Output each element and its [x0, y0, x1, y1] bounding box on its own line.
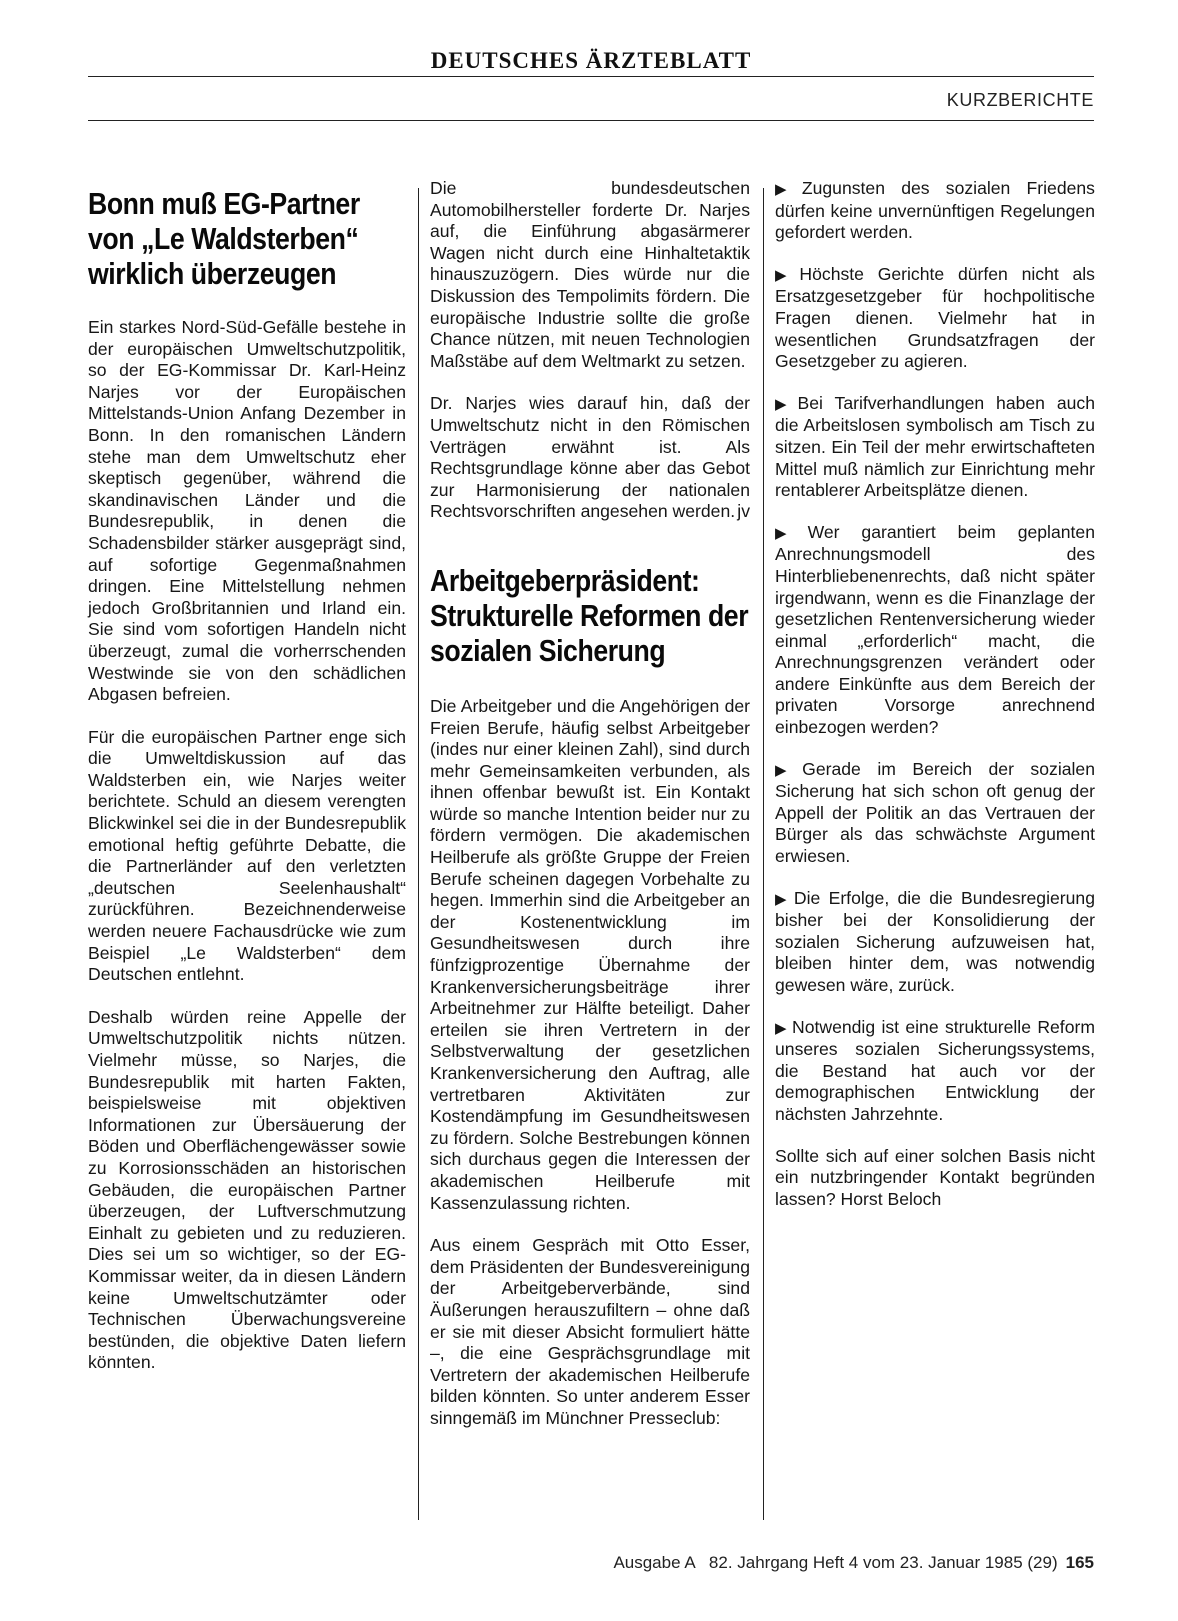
triangle-right-icon: ▶: [775, 266, 796, 284]
bullet-point: [775, 888, 1095, 997]
bullet-text: Zugunsten des sozialen Friedens dürfen keine unvernünftigen Regelungen gefordert werden.: [775, 178, 1095, 243]
bullet-text: Gerade im Bereich der sozialen Sicherung hat sich schon oft genug der Appell der Politik an das Vertrauen der Bürger als das schwächste Argument erwiesen.: [775, 758, 1095, 867]
triangle-right-icon: ▶: [775, 890, 790, 908]
closing-text: Sollte sich auf einer solchen Basis nicht ein nutzbringender Kontakt begründen lassen?: [775, 1145, 1095, 1209]
bullet-text: Die Erfolge, die die Bundesregierung bisher bei der Konsolidierung der sozialen Sicherung aufzuweisen hat, bleiben hinter dem, was notwendig gewesen wäre, zurück.: [775, 887, 1095, 995]
bullet-text: Notwendig ist eine strukturelle Reform unseres sozialen Sicherungssystems, die Bestand hat auch vor der demographischen Entwicklung der nächsten Jahrzehnte.: [775, 1016, 1095, 1124]
issue-info: Ausgabe A 82. Jahrgang Heft 4 vom 23. Januar 1985 (29): [613, 1553, 1058, 1572]
article-2-paragraph: Aus einem Gespräch mit Otto Esser, dem Präsidenten der Bundesvereinigung der Arbeitgeberverbände, sind Äußerungen herauszufiltern – ohne daß er sie mit dieser Absicht formuliert hätte –, die eine Gesprächsgrundlage mit Vertretern der akademischen Heilberufe bilden könnten. So unter anderem Esser sinngemäß im Münchner Presseclub:: [430, 1235, 750, 1428]
page-footer: [613, 1553, 1094, 1573]
article-1-paragraph: Deshalb würden reine Appelle der Umweltschutzpolitik nichts nützen. Vielmehr müsse, so Narjes, die Bundesrepublik mit harten Fakten, beispielsweise mit objektiven Informationen zur Übersäuerung der Böden und Oberflächengewässer sowie zu Korrosionsschäden an historischen Gebäuden, die europäischen Partner überzeugen, der Luftverschmutzung Einhalt zu gebieten und zu reduzieren. Dies sei um so wichtiger, so der EG-Kommissar weiter, da in diesen Ländern keine Umweltschutzämter oder Technischen Überwachungsvereine bestünden, die objektive Daten liefern könnten.: [88, 1006, 406, 1373]
page-number: 165: [1065, 1553, 1094, 1572]
article-1-paragraph: Für die europäischen Partner enge sich die Umweltdiskussion auf das Waldsterben ein, wie Narjes weiter berichtete. Schuld an diesem verengten Blickwinkel sei die in der Bundesrepublik emotional heftig geführte Debatte, die die Partnerländer auf den verletzten „deutschen Seelenhaushalt“ zurückführen. Bezeichnenderweise werden neuere Fachausdrücke wie zum Beispiel „Le Waldsterben“ dem Deutschen entlehnt.: [88, 726, 406, 985]
column-1: [88, 178, 406, 1395]
bullet-text: Höchste Gerichte dürfen nicht als Ersatzgesetzgeber für hochpolitische Fragen dienen. Vielmehr hat in wesentlichen Grundsatzfragen der Gesetzgeber zu agieren.: [775, 263, 1095, 372]
bullet-text: Wer garantiert beim geplanten Anrechnungsmodell des Hinterbliebenenrechts, daß nicht später irgendwann, wenn es die Finanzlage der gesetzlichen Rentenversicherung wieder einmal „erforderlich“ macht, die Anrechnungsgrenzen verändert oder andere Einkünfte aus dem Bereich der privaten Vorsorge anrechnend einbezogen werden?: [775, 521, 1095, 738]
triangle-right-icon: ▶: [775, 524, 804, 542]
triangle-right-icon: ▶: [775, 181, 798, 198]
column-3: [775, 178, 1095, 1230]
column-divider: [418, 188, 419, 1520]
author-signature: jv: [737, 501, 750, 522]
bullet-point: [775, 393, 1095, 502]
closing-paragraph: [775, 1146, 1095, 1211]
column-2: [430, 178, 750, 1451]
bullet-point: [775, 1017, 1095, 1126]
author-name: Horst Beloch: [840, 1188, 942, 1209]
bullet-point: [775, 178, 1095, 244]
article-1-paragraph-last: [430, 393, 750, 523]
section-rule: [88, 120, 1094, 121]
bullet-point: [775, 759, 1095, 868]
masthead-title: DEUTSCHES ÄRZTEBLATT: [430, 48, 752, 73]
bullet-text: Bei Tarifverhandlungen haben auch die Arbeitslosen symbolisch am Tisch zu sitzen. Ein Teil der mehr erwirtschafteten Mittel muß nämlich zur Einrichtung mehr rentablerer Arbeitsplätze dienen.: [775, 392, 1095, 501]
triangle-right-icon: ▶: [775, 761, 799, 779]
article-1-paragraph: Die bundesdeutschen Automobilhersteller forderte Dr. Narjes auf, die Einführung abgasärmerer Wagen nicht durch eine Hinhaltetaktik hinauszuzögern. Dies würde nur die Diskussion des Tempolimits fördern. Die europäische Industrie sollte die große Chance nützen, mit neuen Technologien Maßstäbe auf dem Weltmarkt zu setzen.: [430, 178, 750, 371]
article-1-title: Bonn muß EG-Partner von „Le Waldsterben“ wirklich überzeugen: [88, 186, 360, 291]
triangle-right-icon: ▶: [775, 1019, 788, 1037]
article-1-paragraph: Ein starkes Nord-Süd-Gefälle bestehe in der europäischen Umweltschutzpolitik, so der EG-Kommissar Dr. Karl-Heinz Narjes vor der Europäischen Mittelstands-Union Anfang Dezember in Bonn. In den romanischen Ländern stehe man dem Umweltschutz eher skeptisch gegenüber, während die skandinavischen Länder und die Bundesrepublik, in denen die Schadensbilder stärker ausgeprägt sind, auf sofortige Gegenmaßnahmen dringen. Eine Mittelstellung nehmen jedoch Großbritannien und Irland ein. Sie sind vom sofortigen Handeln nicht überzeugt, zumal die vorherrschenden Westwinde sie von den schädlichen Abgasen befreien.: [88, 317, 406, 705]
article-2-paragraph: Die Arbeitgeber und die Angehörigen der Freien Berufe, häufig selbst Arbeitgeber (indes nur einer kleinen Zahl), sind durch mehr Gemeinsamkeiten verbunden, als ihnen offenbar bewußt ist. Ein Kontakt würde so manche Intention beider nur zu fördern vermögen. Die akademischen Heilberufe als größte Gruppe der Freien Berufe scheinen dagegen Vorbehalte zu hegen. Immerhin sind die Arbeitgeber an der Kostenentwicklung im Gesundheitswesen durch ihre fünfzigprozentige Übernahme der Krankenversicherungsbeiträge ihrer Arbeitnehmer zur Hälfte beteiligt. Daher erteilen sie ihren Vertretern in der Selbstverwaltung der gesetzlichen Krankenversicherung den Auftrag, alle vertretbaren Aktivitäten zur Kostendämpfung im Gesundheitswesen zu fördern. Solche Bestrebungen können sich durchaus gegen die Interessen der akademischen Heilberufe mit Kassenzulassung richten.: [430, 695, 750, 1213]
article-1-paragraph: Dr. Narjes wies darauf hin, daß der Umweltschutz nicht in den Römischen Verträgen erwähnt ist. Als Rechtsgrundlage könne aber das Gebot zur Harmonisierung der nationalen Rechtsvorschriften angesehen werden.: [430, 393, 750, 522]
section-label: KURZBERICHTE: [946, 90, 1094, 110]
bullet-point: [775, 522, 1095, 739]
bullet-point: [775, 264, 1095, 373]
column-divider: [763, 188, 764, 1520]
article-2-title: Arbeitgeberpräsident: Strukturelle Reformen der sozialen Sicherung: [430, 562, 749, 668]
masthead-rule: [88, 76, 1094, 77]
triangle-right-icon: ▶: [775, 395, 794, 413]
